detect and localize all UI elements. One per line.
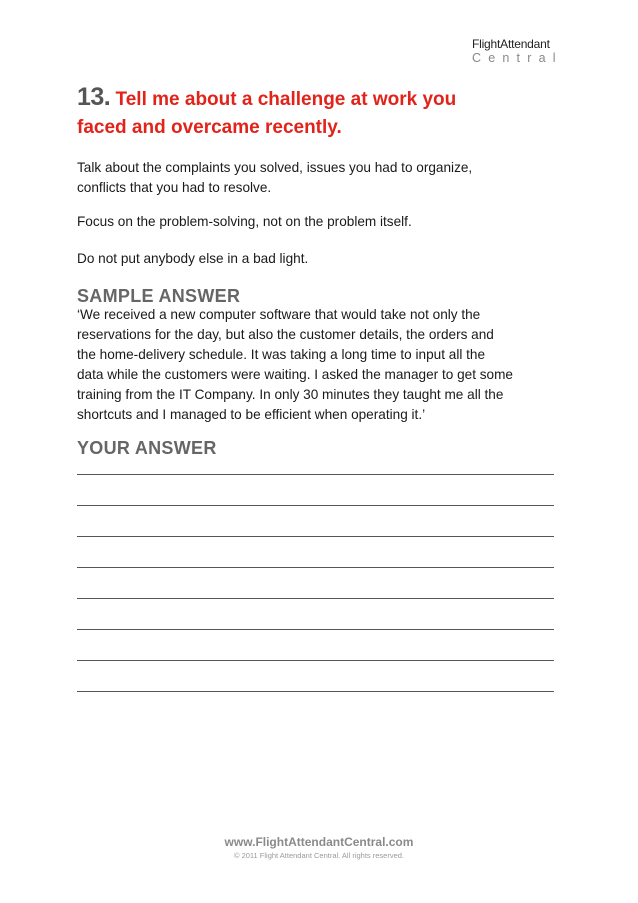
footer-url-link[interactable]: www.FlightAttendantCentral.com — [224, 835, 414, 849]
sample-line: data while the customers were waiting. I asked the manager to get some — [77, 367, 513, 382]
sample-line: training from the IT Company. In only 30 minutes they taught me all the — [77, 387, 504, 402]
advice-paragraph-3 — [77, 249, 597, 269]
question-heading — [77, 83, 577, 142]
answer-line[interactable] — [77, 567, 554, 568]
answer-line[interactable] — [77, 536, 554, 537]
advice-line: Do not put anybody else in a bad light. — [77, 251, 309, 266]
footer-copyright: © 2011 Flight Attendant Central. All rights reserved. — [233, 851, 405, 860]
sample-answer-heading: SAMPLE ANSWER — [77, 286, 241, 306]
sample-line: the home-delivery schedule. It was taking a long time to input all the — [77, 347, 486, 362]
question-text-line-2: faced and overcame recently. — [77, 117, 342, 138]
answer-line[interactable] — [77, 660, 554, 661]
sample-line: reservations for the day, but also the customer details, the orders and — [77, 327, 494, 342]
logo-line-2: Central — [472, 51, 563, 65]
brand-logo — [472, 38, 572, 65]
answer-line[interactable] — [77, 598, 554, 599]
logo-line-1: FlightAttendant — [472, 37, 550, 51]
your-answer-heading: YOUR ANSWER — [77, 438, 217, 458]
advice-paragraph-1 — [77, 158, 597, 198]
advice-line: conflicts that you had to resolve. — [77, 180, 272, 195]
question-text-line-1: Tell me about a challenge at work you — [115, 89, 457, 110]
advice-paragraph-2 — [77, 212, 597, 232]
answer-line[interactable] — [77, 505, 554, 506]
answer-line[interactable] — [77, 474, 554, 475]
advice-line: Focus on the problem-solving, not on the problem itself. — [77, 214, 412, 229]
answer-line[interactable] — [77, 629, 554, 630]
sample-line: shortcuts and I managed to be efficient when operating it.’ — [77, 407, 426, 422]
sample-answer-text — [77, 305, 597, 425]
sample-line: ‘We received a new computer software that would take not only the — [77, 307, 481, 322]
advice-line: Talk about the complaints you solved, issues you had to organize, — [77, 160, 473, 175]
question-number: 13. — [77, 83, 111, 111]
answer-line[interactable] — [77, 691, 554, 692]
